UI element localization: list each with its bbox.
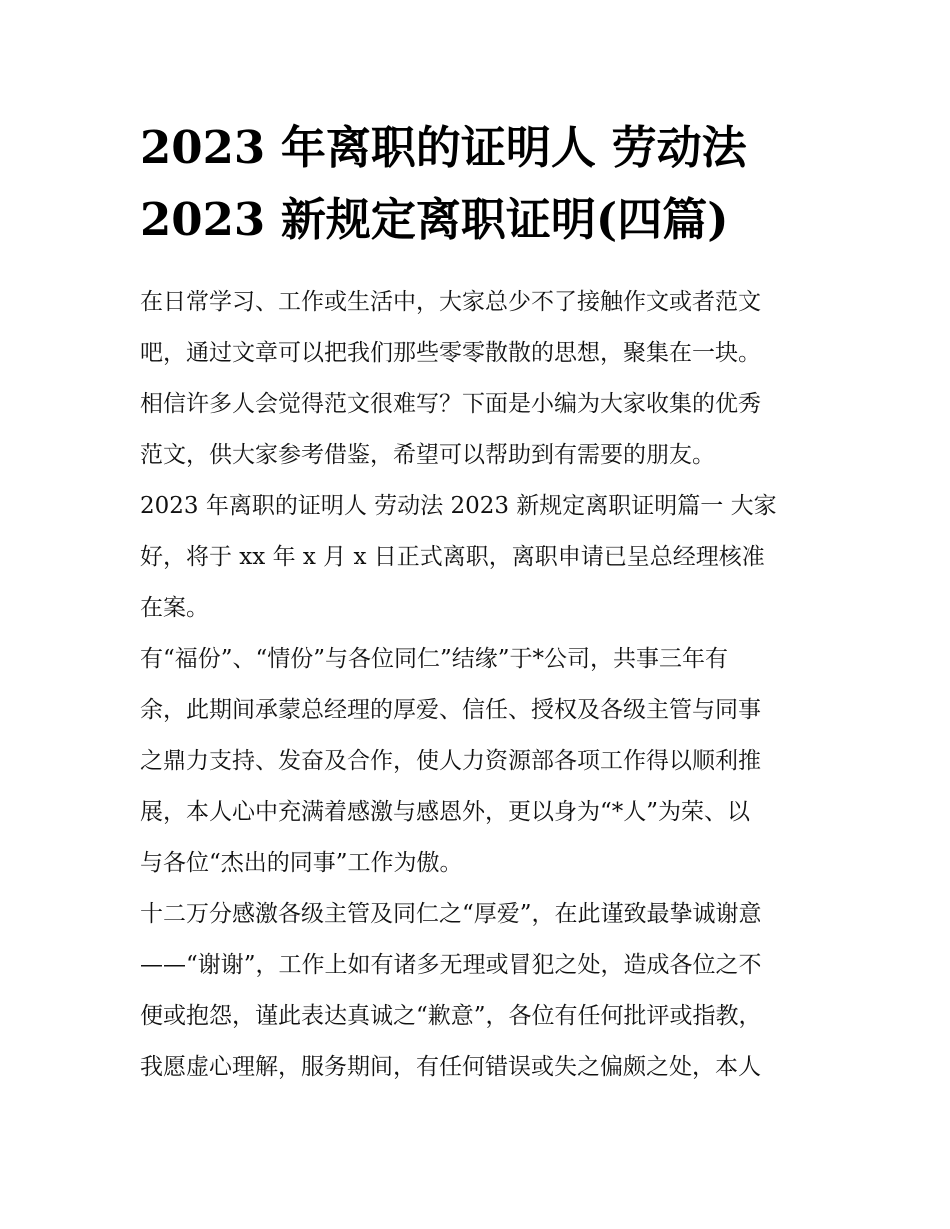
body-line: 之鼎力支持、发奋及合作，使人力资源部各项工作得以顺利推 bbox=[140, 748, 761, 774]
body-line: 便或抱怨，谨此表达真诚之“歉意”，各位有任何批评或指教， bbox=[140, 1003, 762, 1029]
body-line: 与各位“杰出的同事”工作为傲。 bbox=[140, 850, 463, 876]
body-line: 展，本人心中充满着感激与感恩外，更以身为“*人”为荣、以 bbox=[140, 799, 751, 825]
body-line: 十二万分感激各级主管及同仁之“厚爱”，在此谨致最挚诚谢意 bbox=[140, 901, 762, 927]
body-line: 范文，供大家参考借鉴，希望可以帮助到有需要的朋友。 bbox=[140, 442, 715, 468]
body-line: 好，将于 xx 年 x 月 x 日正式离职，离职申请已呈总经理核准 bbox=[140, 544, 765, 570]
body-line: 余，此期间承蒙总经理的厚爱、信任、授权及各级主管与同事 bbox=[140, 697, 761, 723]
body-line: 在案。 bbox=[140, 595, 209, 621]
body-line: 2023 年离职的证明人 劳动法 2023 新规定离职证明篇一 大家 bbox=[140, 493, 777, 519]
body-line: 吧，通过文章可以把我们那些零零散散的思想，聚集在一块。 bbox=[140, 340, 761, 366]
title-line-2: 2023 新规定离职证明(四篇) bbox=[140, 193, 729, 246]
body-line: 我愿虚心理解，服务期间，有任何错误或失之偏颇之处，本人 bbox=[140, 1054, 761, 1080]
body-line: 相信许多人会觉得范文很难写？下面是小编为大家收集的优秀 bbox=[140, 391, 761, 417]
document-body bbox=[140, 277, 830, 1093]
body-line: 有“福份”、“情份”与各位同仁”结缘”于*公司，共事三年有 bbox=[140, 646, 729, 672]
title-line-1: 2023 年离职的证明人 劳动法 bbox=[140, 121, 747, 174]
document-title bbox=[140, 112, 820, 256]
body-line: 在日常学习、工作或生活中，大家总少不了接触作文或者范文 bbox=[140, 289, 761, 315]
body-line: ——“谢谢”，工作上如有诸多无理或冒犯之处，造成各位之不 bbox=[140, 952, 762, 978]
